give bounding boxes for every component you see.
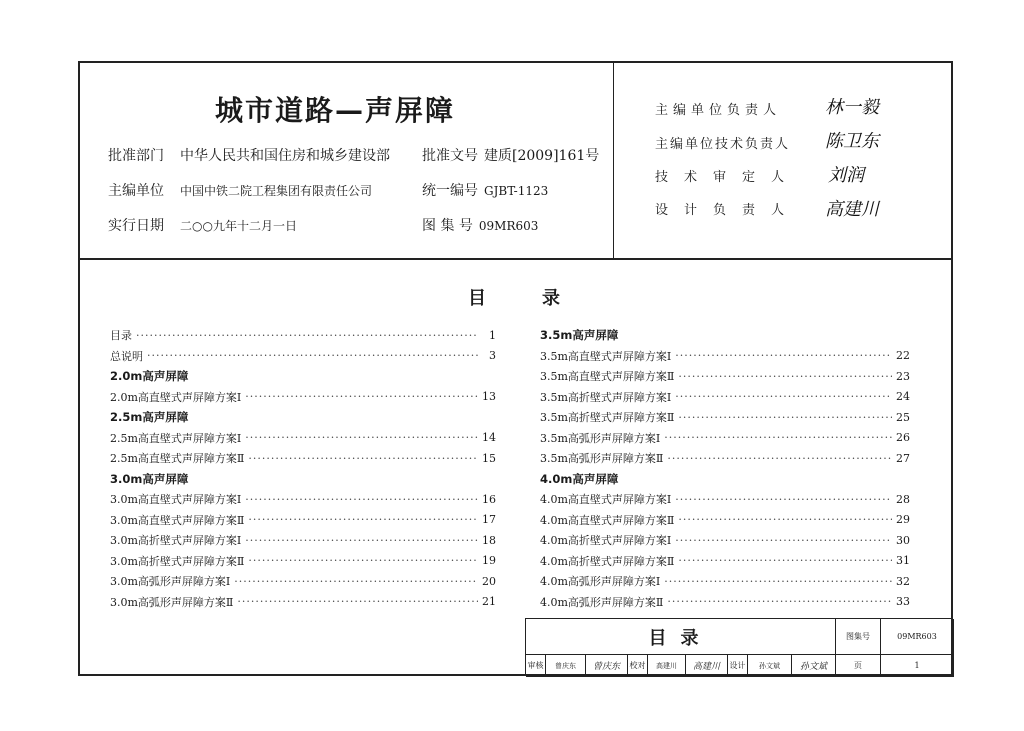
title-block — [525, 618, 953, 676]
toc-entry[interactable] — [110, 571, 496, 592]
leader-dots — [248, 554, 478, 567]
toc-entry[interactable] — [110, 510, 496, 531]
page-title: 城市道路—声屏障 — [215, 94, 456, 127]
signature: 林一毅 — [825, 97, 879, 118]
header-divider-horizontal — [80, 258, 951, 260]
toc-entry[interactable] — [110, 592, 496, 613]
atlas-no-value: 09MR603 — [881, 619, 954, 655]
atlas-no — [422, 215, 538, 235]
designer-label: 设计 — [728, 655, 748, 677]
toc-title: 目录 — [110, 329, 132, 343]
drawing-frame — [78, 61, 953, 676]
info-value: 中国中铁二院工程集团有限责任公司 — [180, 184, 373, 198]
leader-dots — [237, 595, 478, 608]
toc-page: 26 — [896, 431, 910, 445]
info-label: 统一编号 — [422, 183, 478, 199]
leader-dots — [675, 493, 892, 506]
toc-title: 4.0m高折壁式声屏障方案Ⅱ — [540, 554, 675, 568]
toc-entry[interactable] — [540, 407, 910, 428]
toc-heading-right: 录 — [542, 288, 560, 309]
leader-dots — [675, 534, 892, 547]
toc-entry[interactable] — [110, 530, 496, 551]
toc-section-heading — [540, 469, 910, 490]
info-value: GJBT-1123 — [484, 184, 549, 198]
info-label: 主编单位 — [108, 183, 164, 199]
toc-title: 2.5m高直壁式声屏障方案Ⅱ — [110, 452, 245, 466]
role-chief-unit-head: 主编单位负责人 — [655, 103, 782, 118]
signature: 陈卫东 — [825, 131, 879, 152]
toc-entry[interactable] — [110, 346, 496, 367]
leader-dots — [245, 390, 478, 403]
toc-title: 2.0m高声屏障 — [110, 369, 189, 384]
toc-page: 30 — [896, 533, 910, 547]
toc-page: 20 — [482, 574, 496, 588]
info-value: 建质[2009]161号 — [484, 148, 600, 164]
designer-name: 孙文斌 — [748, 655, 792, 677]
toc-entry[interactable] — [540, 387, 910, 408]
toc-title: 4.0m高折壁式声屏障方案Ⅰ — [540, 534, 672, 548]
toc-title: 4.0m高声屏障 — [540, 471, 619, 486]
toc-entry[interactable] — [540, 551, 910, 572]
toc-entry[interactable] — [110, 387, 496, 408]
toc-title: 4.0m高弧形声屏障方案Ⅱ — [540, 595, 664, 609]
leader-dots — [675, 390, 892, 403]
toc-entry[interactable] — [540, 510, 910, 531]
toc-section-heading — [540, 325, 910, 346]
leader-dots — [678, 411, 892, 424]
toc-section-heading — [110, 407, 496, 428]
toc-title: 4.0m高弧形声屏障方案Ⅰ — [540, 575, 661, 589]
reviewer-signature: 曾庆东 — [586, 655, 628, 677]
toc-title: 3.0m高折壁式声屏障方案Ⅰ — [110, 534, 242, 548]
info-value: 09MR603 — [478, 219, 539, 233]
toc-section-heading — [110, 469, 496, 490]
toc-entry[interactable] — [540, 448, 910, 469]
toc-page: 27 — [896, 451, 910, 465]
toc-title: 总说明 — [110, 349, 143, 363]
leader-dots — [678, 513, 892, 526]
toc-entry[interactable] — [540, 346, 910, 367]
info-label: 实行日期 — [108, 218, 164, 234]
leader-dots — [667, 595, 892, 608]
leader-dots — [245, 534, 478, 547]
toc-page: 23 — [896, 369, 910, 383]
page-label: 页 — [836, 655, 881, 677]
info-value: 中华人民共和国住房和城乡建设部 — [180, 148, 390, 164]
checker-signature: 高建川 — [686, 655, 728, 677]
toc-section-heading — [110, 366, 496, 387]
toc-title: 3.0m高声屏障 — [110, 471, 189, 486]
leader-dots — [136, 329, 478, 342]
toc-title: 3.0m高弧形声屏障方案Ⅰ — [110, 575, 231, 589]
reviewer-name: 曾庆东 — [546, 655, 586, 677]
toc-page: 24 — [896, 390, 910, 404]
toc-entry[interactable] — [110, 551, 496, 572]
toc-entry[interactable] — [540, 571, 910, 592]
toc-entry[interactable] — [540, 489, 910, 510]
toc-title: 3.5m高折壁式声屏障方案Ⅰ — [540, 390, 672, 404]
toc-entry[interactable] — [540, 592, 910, 613]
toc-entry[interactable] — [540, 366, 910, 387]
toc-page: 28 — [896, 492, 910, 506]
chief-editor-unit — [108, 180, 372, 200]
toc-title: 2.5m高声屏障 — [110, 410, 189, 425]
leader-dots — [667, 452, 892, 465]
leader-dots — [678, 554, 892, 567]
toc-page: 18 — [482, 533, 496, 547]
designer-signature: 孙文斌 — [792, 655, 836, 677]
checker-label: 校对 — [628, 655, 648, 677]
toc-title: 2.0m高直壁式声屏障方案Ⅰ — [110, 390, 242, 404]
toc-entry[interactable] — [110, 325, 496, 346]
toc-page: 16 — [482, 492, 496, 506]
info-label: 批准文号 — [422, 148, 478, 164]
leader-dots — [664, 431, 892, 444]
role-design-head: 设计负责人 — [655, 203, 801, 218]
toc-page: 15 — [482, 451, 496, 465]
signature: 高建川 — [825, 199, 879, 220]
info-label: 批准部门 — [108, 148, 164, 164]
leader-dots — [675, 349, 892, 362]
signature: 刘润 — [828, 165, 864, 186]
toc-page: 14 — [482, 431, 496, 445]
role-tech-reviewer: 技术审定人 — [655, 170, 801, 185]
leader-dots — [245, 493, 478, 506]
leader-dots — [147, 349, 478, 362]
toc-page: 22 — [896, 349, 910, 363]
checker-name: 高建川 — [648, 655, 686, 677]
leader-dots — [248, 452, 478, 465]
toc-title: 3.5m高直壁式声屏障方案Ⅰ — [540, 349, 672, 363]
info-value: 二○○九年十二月一日 — [180, 219, 297, 233]
leader-dots — [248, 513, 478, 526]
toc-title: 3.5m高弧形声屏障方案Ⅰ — [540, 431, 661, 445]
role-chief-tech-head: 主编单位技术负责人 — [655, 137, 791, 152]
toc-title: 3.5m高折壁式声屏障方案Ⅱ — [540, 411, 675, 425]
toc-title: 3.0m高弧形声屏障方案Ⅱ — [110, 595, 234, 609]
toc-title: 3.5m高直壁式声屏障方案Ⅱ — [540, 370, 675, 384]
effective-date — [108, 215, 297, 235]
toc-page: 13 — [482, 390, 496, 404]
toc-title: 2.5m高直壁式声屏障方案Ⅰ — [110, 431, 242, 445]
reviewer-label: 审核 — [526, 655, 546, 677]
toc-page: 33 — [896, 595, 910, 609]
approval-no — [422, 145, 599, 165]
toc-title: 4.0m高直壁式声屏障方案Ⅰ — [540, 493, 672, 507]
toc-entry[interactable] — [540, 530, 910, 551]
toc-page: 32 — [896, 574, 910, 588]
toc-page: 3 — [489, 349, 496, 363]
toc-heading-left: 目 — [468, 288, 486, 309]
info-label: 图 集 号 — [422, 218, 473, 234]
leader-dots — [678, 370, 892, 383]
page-number: 1 — [881, 655, 954, 677]
unified-no — [422, 180, 548, 200]
toc-page: 1 — [489, 328, 496, 342]
toc-page: 25 — [896, 410, 910, 424]
approval-dept — [108, 145, 390, 165]
toc-entry[interactable] — [540, 428, 910, 449]
header-divider-vertical — [613, 63, 614, 258]
toc-entry[interactable] — [110, 489, 496, 510]
leader-dots — [234, 575, 478, 588]
toc-page: 21 — [482, 595, 496, 609]
toc-title: 3.5m高弧形声屏障方案Ⅱ — [540, 452, 664, 466]
toc-entry[interactable] — [110, 448, 496, 469]
toc-page: 29 — [896, 513, 910, 527]
toc-page: 19 — [482, 554, 496, 568]
title-block-title: 目录 — [526, 619, 836, 655]
toc-column-right — [540, 325, 910, 612]
toc-page: 31 — [896, 554, 910, 568]
toc-page: 17 — [482, 513, 496, 527]
toc-entry[interactable] — [110, 428, 496, 449]
toc-column-left — [110, 325, 496, 612]
atlas-no-label: 图集号 — [836, 619, 881, 655]
toc-title: 3.5m高声屏障 — [540, 328, 619, 343]
toc-title: 3.0m高直壁式声屏障方案Ⅱ — [110, 513, 245, 527]
toc-title: 3.0m高折壁式声屏障方案Ⅱ — [110, 554, 245, 568]
leader-dots — [245, 431, 478, 444]
toc-title: 4.0m高直壁式声屏障方案Ⅱ — [540, 513, 675, 527]
leader-dots — [664, 575, 892, 588]
toc-title: 3.0m高直壁式声屏障方案Ⅰ — [110, 493, 242, 507]
